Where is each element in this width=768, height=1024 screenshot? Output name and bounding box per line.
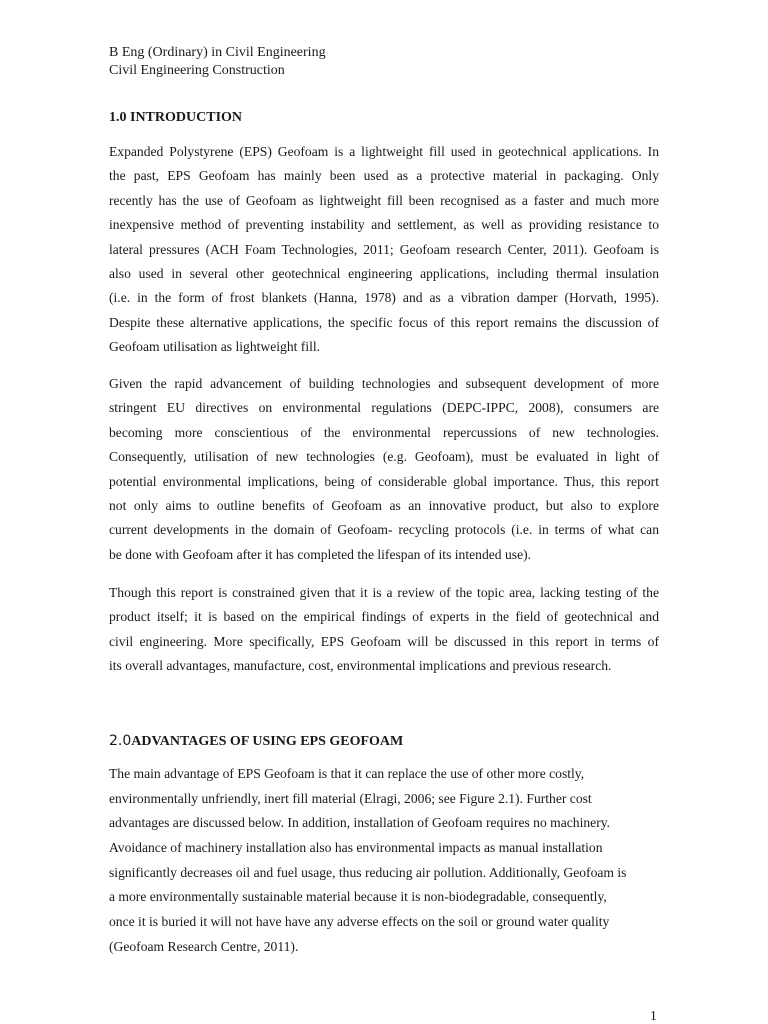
section-2-title: ADVANTAGES OF USING EPS GEOFOAM: [131, 734, 404, 749]
text-line: product itself; it is based on the empirical findings of experts in the field of geotechnical and: [109, 609, 659, 625]
text-line: a more environmentally sustainable material because it is non-biodegradable, consequently,: [109, 889, 607, 905]
text-line: The main advantage of EPS Geofoam is that it can replace the use of other more costly,: [109, 766, 585, 781]
text-line: potential environmental implications, being of considerable global importance. Thus, this report: [109, 473, 659, 489]
text-line: once it is buried it will not have have any adverse effects on the soil or ground water quality: [109, 914, 610, 930]
section-2-number: 2.0: [109, 733, 132, 749]
text-line: Avoidance of machinery installation also has environmental impacts as manual installation: [109, 840, 603, 856]
text-line: lateral pressures (ACH Foam Technologies, 2011; Geofoam research Center, 2011). Geofoam is: [109, 241, 659, 257]
text-line: (Geofoam Research Centre, 2011).: [109, 938, 299, 954]
section-2-heading: [109, 732, 403, 751]
advantages-paragraph: [109, 762, 659, 960]
text-line: not only aims to outline benefits of Geofoam as an innovative product, but also to explore: [109, 497, 659, 513]
text-line: Despite these alternative applications, the specific focus of this report remains the discussion of: [109, 314, 659, 330]
intro-paragraph-2: [109, 372, 659, 567]
text-line: environmentally unfriendly, inert fill material (Elragi, 2006; see Figure 2.1). Further cost: [109, 790, 592, 806]
text-line: inexpensive method of preventing instability and settlement, as well as providing resistance to: [109, 217, 659, 233]
text-line: becoming more conscientious of the environmental repercussions of new technologies.: [109, 424, 659, 440]
intro-paragraph-3: [109, 581, 659, 679]
text-line: Expanded Polystyrene (EPS) Geofoam is a lightweight fill used in geotechnical applications. In: [109, 144, 659, 159]
header-line-course: B Eng (Ordinary) in Civil Engineering: [109, 45, 326, 60]
text-line: recently has the use of Geofoam as lightweight fill been recognised as a faster and much more: [109, 192, 659, 208]
page-number: 1: [650, 1008, 657, 1023]
header-line-module: Civil Engineering Construction: [109, 63, 285, 78]
text-line: significantly decreases oil and fuel usage, thus reducing air pollution. Additionally, Geofoam is: [109, 864, 627, 880]
text-line: stringent EU directives on environmental regulations (DEPC-IPPC, 2008), consumers are: [109, 400, 659, 416]
text-line: current developments in the domain of Geofoam- recycling protocols (i.e. in terms of what can: [109, 522, 659, 538]
text-line: (i.e. in the form of frost blankets (Hanna, 1978) and as a vibration damper (Horvath, 1995).: [109, 290, 659, 306]
intro-paragraph-1: [109, 140, 659, 360]
text-line: its overall advantages, manufacture, cost, environmental implications and previous research.: [109, 658, 612, 674]
text-line: advantages are discussed below. In addition, installation of Geofoam requires no machinery.: [109, 815, 611, 831]
text-line: the past, EPS Geofoam has mainly been used as a protective material in packaging. Only: [109, 168, 659, 184]
text-line: also used in several other geotechnical engineering applications, including thermal insulation: [109, 265, 659, 281]
text-line: civil engineering. More specifically, EPS Geofoam will be discussed in this report in terms of: [109, 633, 659, 649]
text-line: Geofoam utilisation as lightweight fill.: [109, 339, 321, 355]
text-line: Though this report is constrained given that it is a review of the topic area, lacking testing of the: [109, 585, 659, 600]
document-header: [109, 44, 326, 80]
text-line: Consequently, utilisation of new technologies (e.g. Geofoam), must be evaluated in light of: [109, 449, 659, 465]
section-1-heading: 1.0 INTRODUCTION: [109, 110, 243, 125]
text-line: be done with Geofoam after it has completed the lifespan of its intended use).: [109, 546, 532, 562]
text-line: Given the rapid advancement of building technologies and subsequent development of more: [109, 376, 659, 391]
